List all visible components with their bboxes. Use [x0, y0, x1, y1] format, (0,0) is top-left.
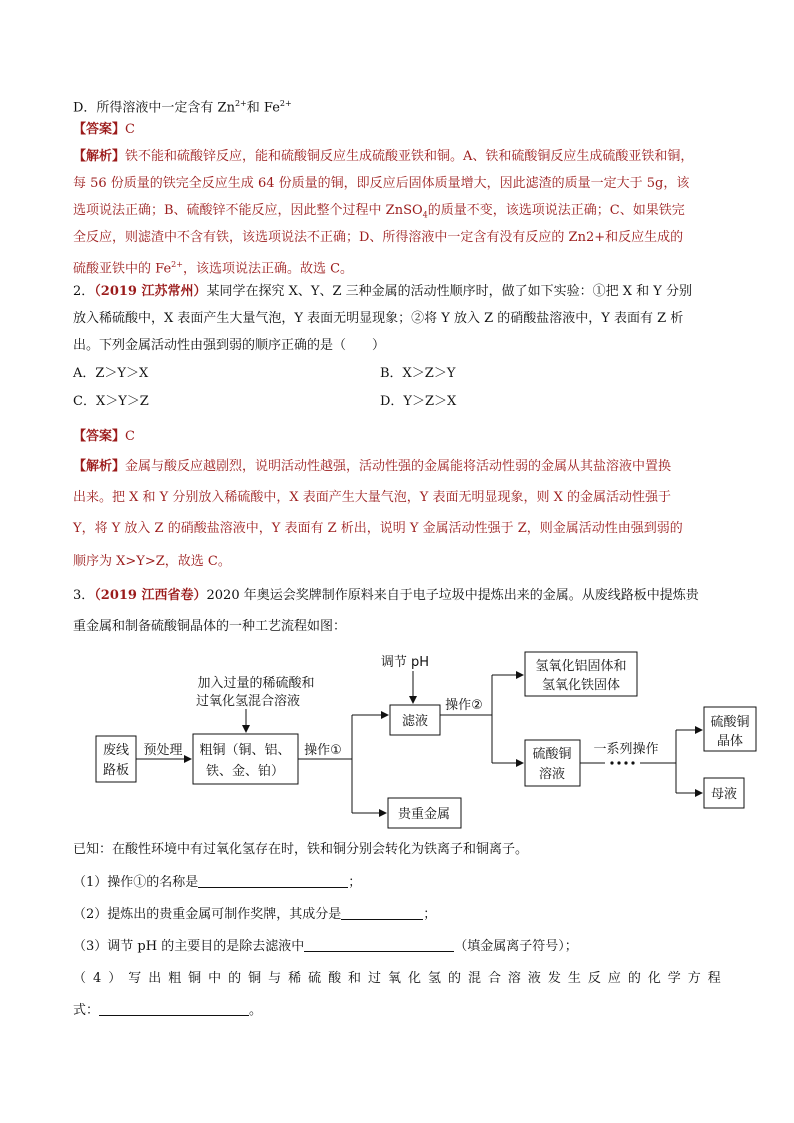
q2-stem-line-1: 2．（2019 江苏常州）某同学在探究 X、Y、Z 三种金属的活动性顺序时，做了如下实验：①把 X 和 Y 分别 [73, 284, 693, 299]
q1-option-d: D．所得溶液中一定含有 $Zn^{2+}$和 $Fe^{2+}$ [73, 99, 292, 116]
label-hydroxide-2: 氢氧化铁固体 [541, 678, 621, 693]
label-crude-2: 铁、金、铂） [205, 764, 285, 779]
answer-blank-1[interactable] [198, 873, 348, 888]
q2-option-d: D．Y＞Z＞X [380, 394, 457, 409]
q3-part-4-continued: 式： 。 [73, 1003, 263, 1018]
answer-blank-2[interactable] [341, 905, 423, 920]
label-crystal-1: 硫酸铜 [710, 715, 750, 730]
label-series: 一系列操作 [593, 742, 659, 757]
label-op2: 操作② [445, 698, 483, 713]
q2-stem-line-2: 放入稀硫酸中，X 表面产生大量气泡，Y 表面无明显现象；②将 Y 放入 Z 的硝酸盐溶液中，Y 表面有 Z 析 [73, 311, 684, 326]
label-pretreat: 预处理 [143, 743, 183, 758]
q1-analysis-line-3: 选项说法正确；B、硫酸锌不能反应，因此整个过程中 ZnSO$_4$的质量不变，该选项说法正确；C、如果铁完 [73, 203, 685, 220]
label-reagent-2: 过氧化氢混合溶液 [195, 694, 301, 709]
q2-stem-line-3: 出。下列金属活动性由强到弱的顺序正确的是（ ） [73, 338, 386, 353]
q2-analysis-line-3: Y，将 Y 放入 Z 的硝酸盐溶液中，Y 表面有 Z 析出，说明 Y 金属活动性强于 Z，则金属活动性由强到弱的 [73, 521, 683, 536]
label-ph: 调节 pH [380, 655, 430, 670]
label-crude-1: 粗铜（铜、铝、 [199, 743, 291, 758]
q1-analysis-line-5: 硫酸亚铁中的 $Fe^{2+}$，该选项说法正确。故选 C。 [73, 260, 354, 277]
label-waste-1: 废线 [102, 743, 130, 758]
label-hydroxide-1: 氢氧化铝固体和 [535, 659, 627, 674]
q1-analysis-line-4: 全反应，则滤渣中不含有铁，该选项说法不正确；D、所得溶液中一定含有没有反应的 Zn2+和反应生成的 [73, 230, 684, 245]
q1-analysis-line-1: 【解析】铁不能和硫酸锌反应，能和硫酸铜反应生成硫酸亚铁和铜。A、铁和硫酸铜反应生成硫酸亚铁和铜， [73, 149, 694, 164]
q3-stem-line-1: 3．（2019 江西省卷）2020 年奥运会奖牌制作原料来自于电子垃圾中提炼出来的金属。从废线路板中提炼贵 [73, 588, 699, 603]
label-precious: 贵重金属 [397, 807, 451, 822]
q2-analysis-line-4: 顺序为 X>Y>Z，故选 C。 [73, 554, 231, 569]
label-crystal-2: 晶体 [716, 734, 744, 749]
label-filtrate: 滤液 [401, 714, 429, 729]
q2-option-a: A．Z＞Y＞X [73, 366, 149, 381]
q1-answer: 【答案】C [73, 122, 135, 137]
ellipsis-dots [610, 761, 634, 764]
q3-part-1: （1）操作①的名称是 ； [73, 875, 362, 890]
q2-option-b: B．X＞Z＞Y [380, 366, 456, 381]
label-reagent-1: 加入过量的稀硫酸和 [197, 676, 315, 691]
q3-part-4: （ 4 ） 写 出 粗 铜 中 的 铜 与 稀 硫 酸 和 过 氧 化 氢 的 混 合 溶 液 发 生 反 应 的 化 学 方 程 [73, 971, 721, 986]
label-mother: 母液 [710, 787, 738, 802]
answer-blank-4[interactable] [99, 1001, 249, 1016]
label-cuso4-solution-1: 硫酸铜 [532, 747, 572, 762]
q2-option-c: C．X＞Y＞Z [73, 394, 149, 409]
q2-analysis-line-1: 【解析】金属与酸反应越剧烈，说明活动性越强，活动性强的金属能将活动性弱的金属从其盐溶液中置换 [73, 459, 672, 474]
q2-answer: 【答案】C [73, 429, 135, 444]
q1-analysis-line-2: 每 56 份质量的铁完全反应生成 64 份质量的铜，即反应后固体质量增大，因此滤渣的质量一定大于 5g，该 [73, 176, 690, 191]
label-op1: 操作① [304, 743, 342, 758]
q2-analysis-line-2: 出来。把 X 和 Y 分别放入稀硫酸中，X 表面产生大量气泡，Y 表面无明显现象，则 X 的金属活动性强于 [73, 490, 671, 505]
process-flow-diagram [0, 645, 794, 845]
label-cuso4-solution-2: 溶液 [538, 767, 566, 782]
q3-stem-line-2: 重金属和制备硫酸铜晶体的一种工艺流程如图： [73, 619, 347, 634]
q3-known-info: 已知：在酸性环境中有过氧化氢存在时，铁和铜分别会转化为铁离子和铜离子。 [73, 842, 529, 857]
answer-blank-3[interactable] [304, 937, 454, 952]
q3-part-3: （3）调节 pH 的主要目的是除去滤液中 （填金属离子符号）； [73, 939, 578, 954]
q3-part-2: （2）提炼出的贵重金属可制作奖牌，其成分是 ； [73, 907, 437, 922]
label-waste-2: 路板 [102, 763, 130, 778]
